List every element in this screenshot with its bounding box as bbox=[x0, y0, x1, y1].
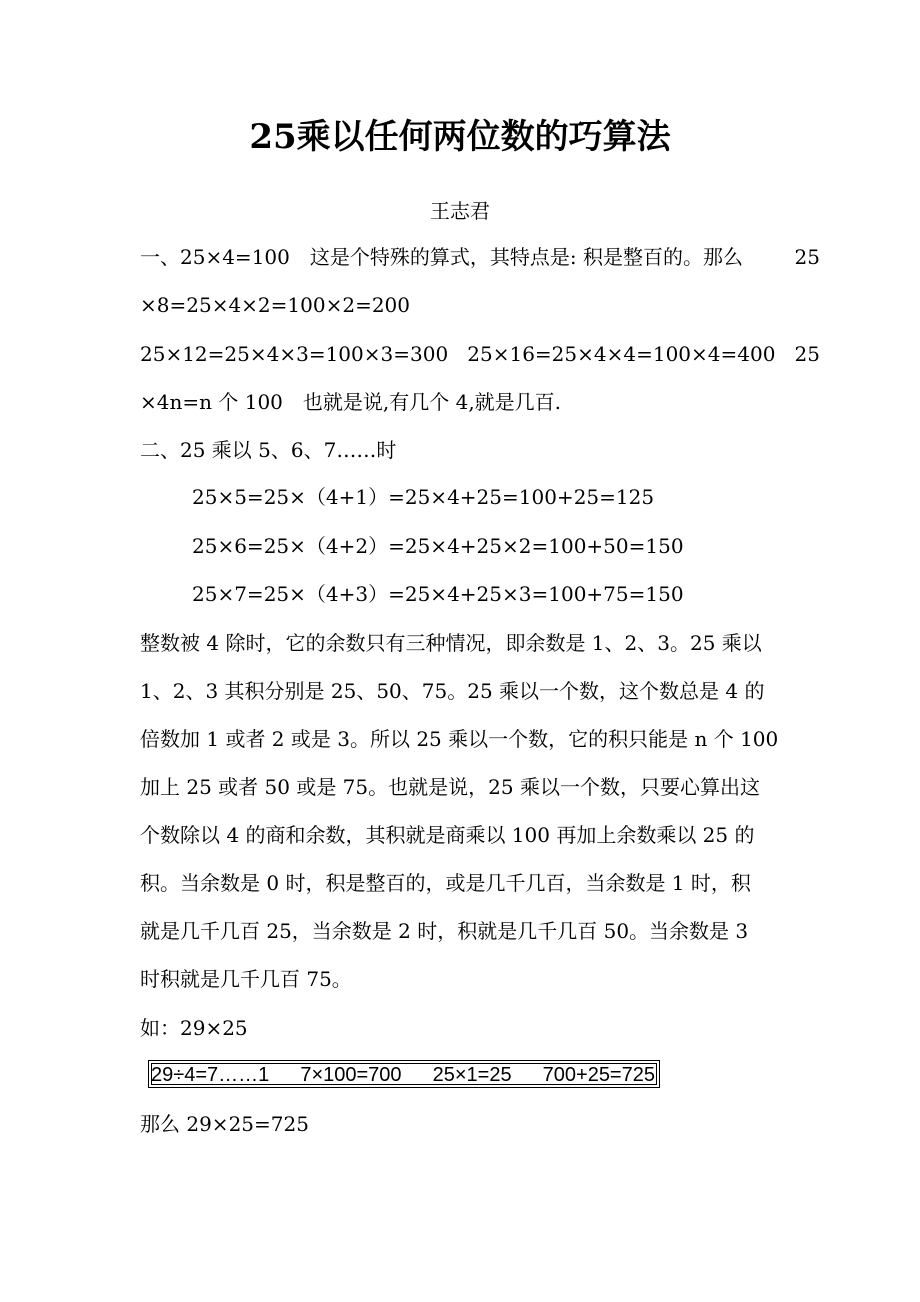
example-label: 如：29×25 bbox=[140, 1016, 248, 1040]
paragraph-line: 加上 25 或者 50 或是 75。也就是说，25 乘以一个数，只要心算出这 bbox=[140, 775, 760, 799]
section1-line3 bbox=[140, 339, 820, 369]
paragraph-line: 倍数加 1 或者 2 或是 3。所以 25 乘以一个数，它的积只能是 n 个 100 bbox=[140, 727, 779, 751]
section1-line3-eq-b: 25×16=25×4×4=100×4=400 bbox=[467, 342, 776, 366]
section1-line3-eq-a: 25×12=25×4×3=100×3=300 bbox=[140, 342, 449, 366]
calc-step-remainder: 25×1=25 bbox=[432, 1064, 512, 1086]
paragraph-line: 积。当余数是 0 时，积是整百的，或是几千几百，当余数是 1 时，积 bbox=[140, 871, 751, 895]
calc-step-hundreds: 7×100=700 bbox=[300, 1064, 402, 1086]
section1-line1 bbox=[140, 242, 820, 272]
author-name: 王志君 bbox=[430, 199, 490, 223]
calc-step-sum: 700+25=725 bbox=[542, 1064, 655, 1086]
document-title: 25乘以任何两位数的巧算法 bbox=[249, 117, 671, 157]
section1-line3-tail: 25 bbox=[794, 342, 820, 366]
section2-equation-2: 25×6=25×（4+2）=25×4+25×2=100+50=150 bbox=[192, 534, 684, 558]
section2-equation-3: 25×7=25×（4+3）=25×4+25×3=100+75=150 bbox=[192, 582, 684, 606]
paragraph-line: 就是几千几百 25，当余数是 2 时，积就是几千几百 50。当余数是 3 bbox=[140, 919, 749, 943]
section2-heading: 二、25 乘以 5、6、7……时 bbox=[140, 438, 397, 462]
paragraph-line: 个数除以 4 的商和余数，其积就是商乘以 100 再加上余数乘以 25 的 bbox=[140, 823, 755, 847]
example-result: 那么 29×25=725 bbox=[140, 1112, 309, 1136]
paragraph-line: 时积就是几千几百 75。 bbox=[140, 967, 352, 991]
calc-step-division: 29÷4=7……1 bbox=[151, 1064, 270, 1086]
section1-line1-text: 一、25×4=100 这是个特殊的算式，其特点是: 积是整百的。那么 bbox=[140, 245, 743, 269]
paragraph-line: 整数被 4 除时，它的余数只有三种情况，即余数是 1、2、3。25 乘以 bbox=[140, 631, 762, 655]
section1-line4: ×4n=n 个 100 也就是说,有几个 4,就是几百. bbox=[140, 390, 562, 414]
example-calculation-box bbox=[148, 1060, 660, 1088]
section2-equation-1: 25×5=25×（4+1）=25×4+25=100+25=125 bbox=[192, 485, 655, 509]
section1-line1-tail: 25 bbox=[794, 245, 820, 269]
paragraph-line: 1、2、3 其积分别是 25、50、75。25 乘以一个数，这个数总是 4 的 bbox=[140, 679, 765, 703]
section1-line2: ×8=25×4×2=100×2=200 bbox=[140, 293, 410, 317]
